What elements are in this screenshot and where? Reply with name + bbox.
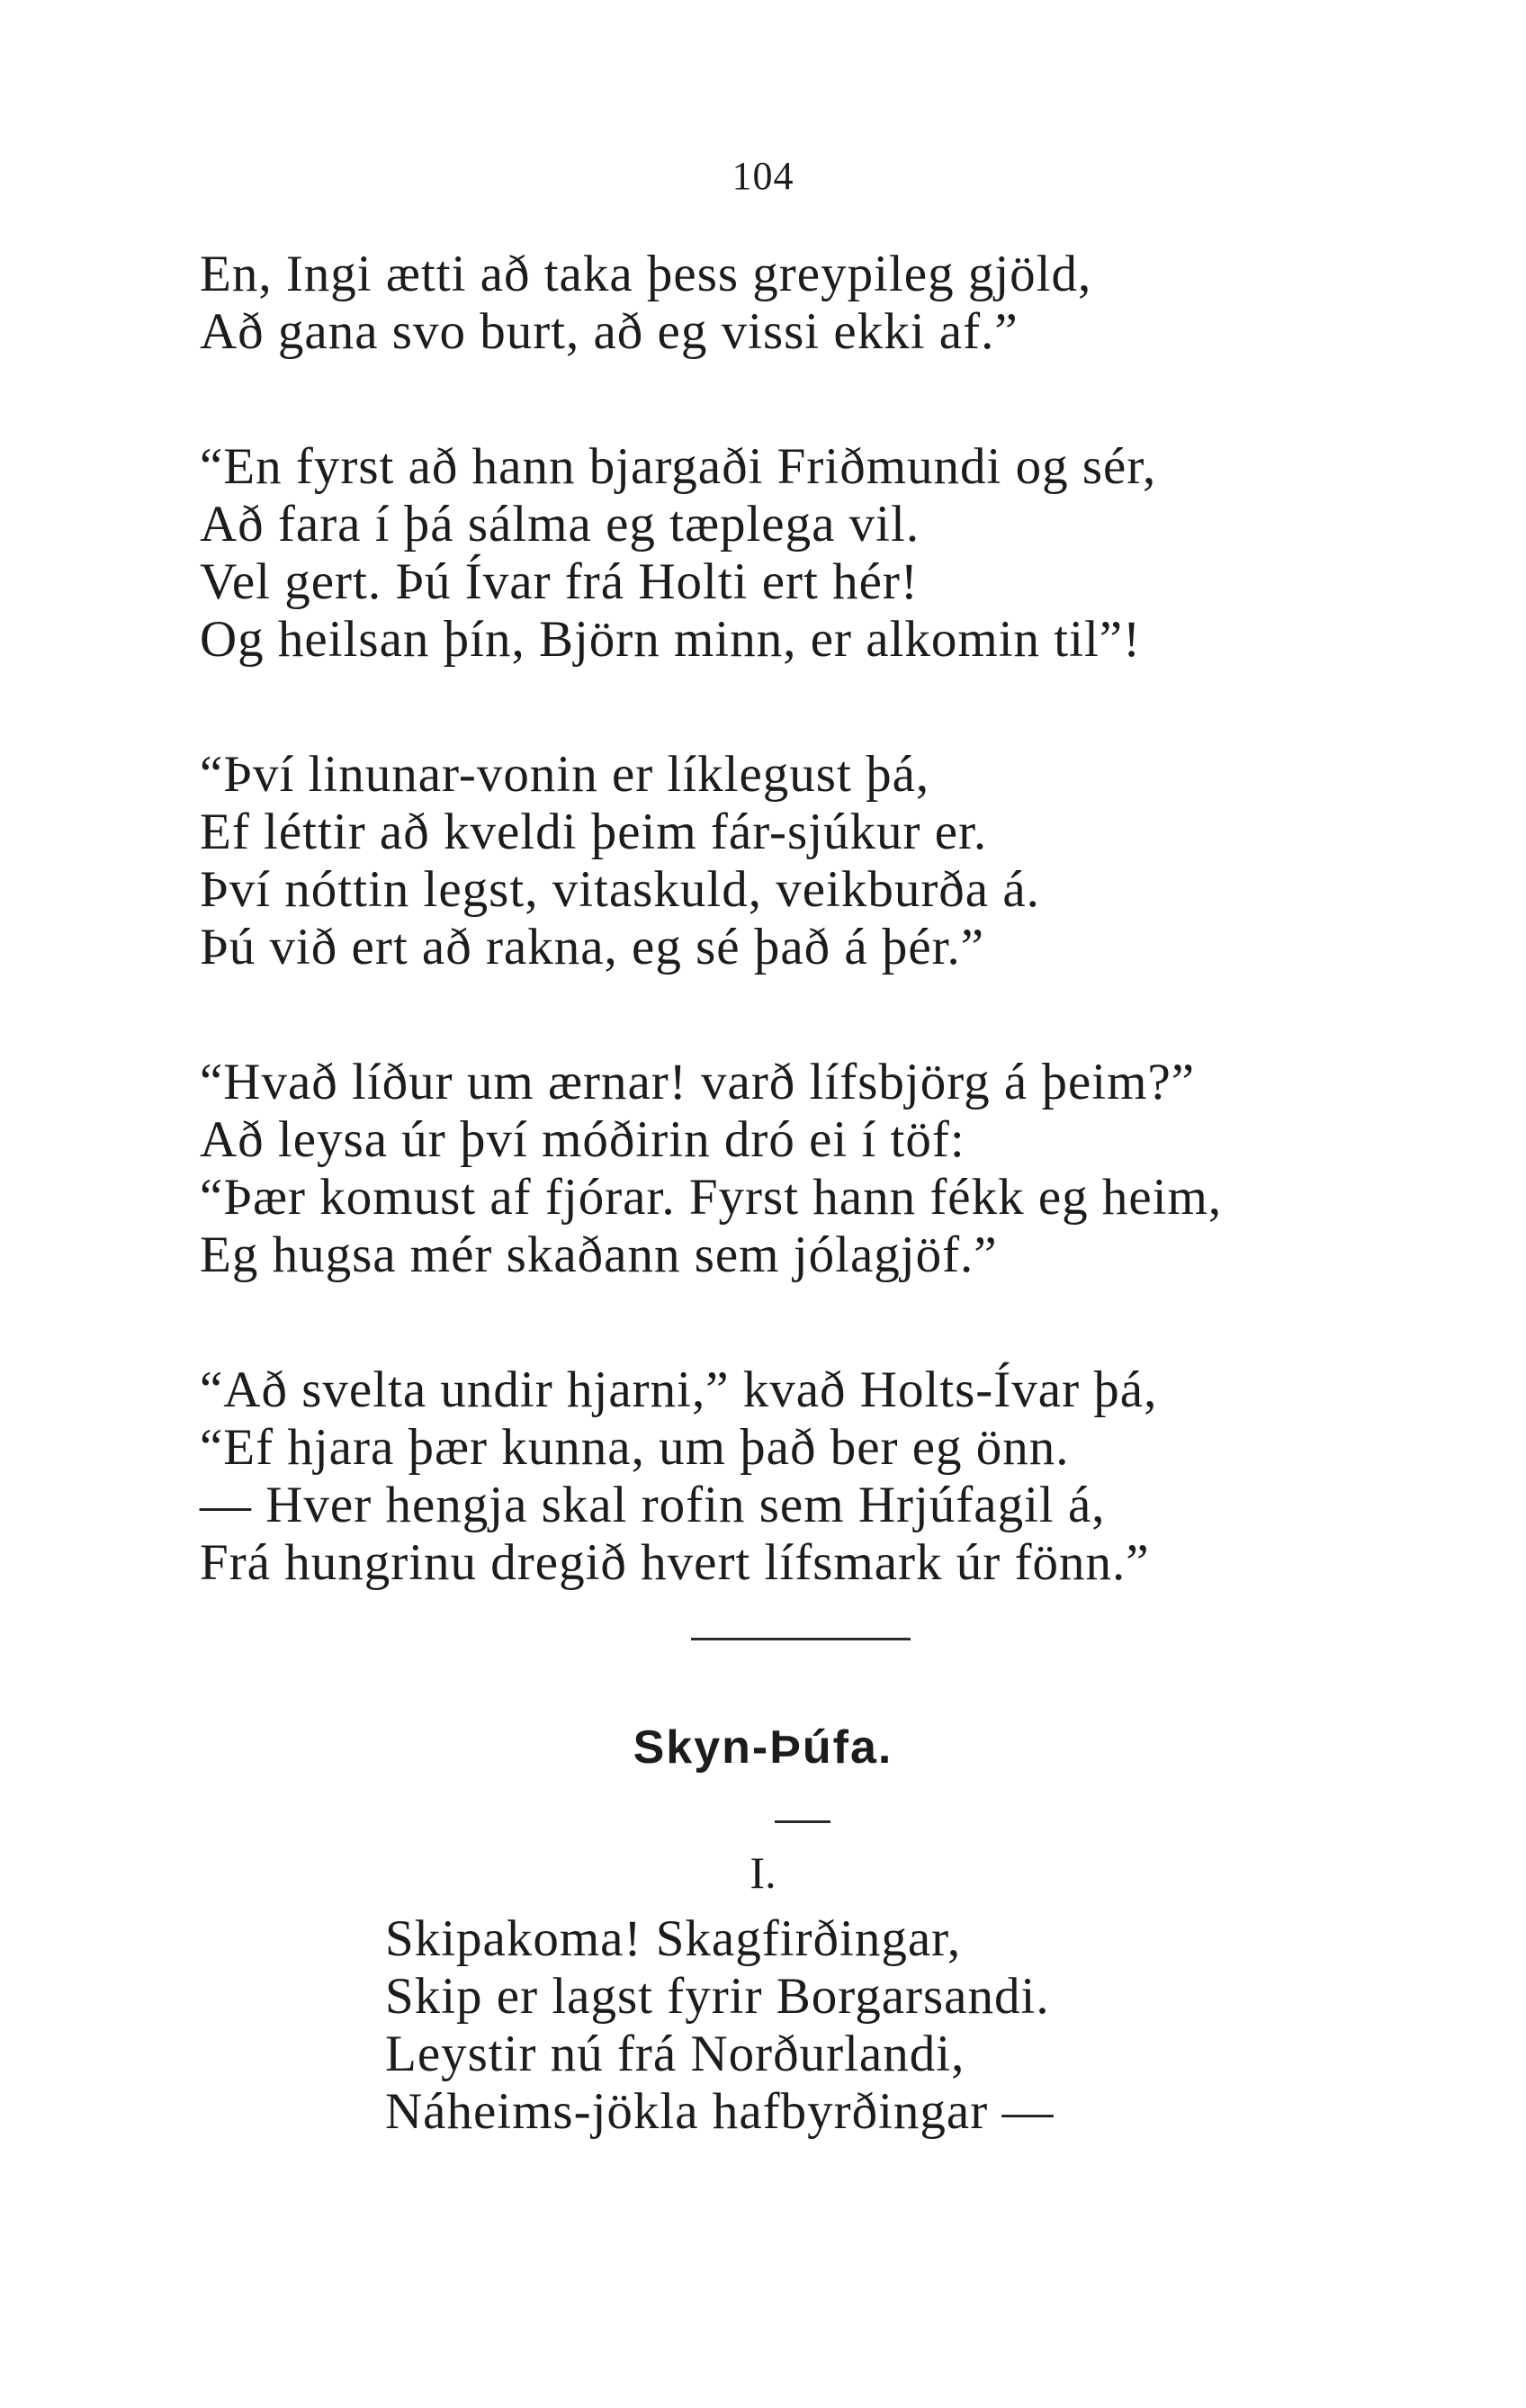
verse-line: Leystir nú frá Norðurlandi, xyxy=(385,2026,965,2082)
verse-line: Frá hungrinu dregið hvert lífsmark úr fönn.” xyxy=(200,1534,1150,1591)
title-divider xyxy=(775,1820,830,1823)
stanza xyxy=(200,438,1441,669)
verse-line: Að gana svo burt, að eg vissi ekki af.” xyxy=(200,303,1019,360)
verse-line: — Hver hengja skal rofin sem Hrjúfagil á, xyxy=(200,1477,1106,1533)
section-title: Skyn-Þúfa. xyxy=(633,1721,893,1774)
verse-line: Náheims-jökla hafbyrðingar — xyxy=(385,2083,1055,2140)
section-poem xyxy=(385,1910,1375,2141)
verse-line: Vel gert. Þú Ívar frá Holti ert hér! xyxy=(200,553,919,610)
stanza xyxy=(200,1054,1441,1284)
verse-line: Að fara í þá sálma eg tæplega vil. xyxy=(200,496,920,553)
stanza xyxy=(200,746,1441,976)
verse-line: Því nóttin legst, vitaskuld, veikburða á. xyxy=(200,861,1040,918)
verse-line: En, Ingi ætti að taka þess greypileg gjöld, xyxy=(200,246,1092,302)
page-number: 104 xyxy=(732,154,794,198)
verse-line: Að leysa úr því móðirin dró ei í töf: xyxy=(200,1111,965,1168)
verse-line: Ef léttir að kveldi þeim fár-sjúkur er. xyxy=(200,804,988,860)
verse-line: Skip er lagst fyrir Borgarsandi. xyxy=(385,1968,1050,2025)
verse-line: “En fyrst að hann bjargaði Friðmundi og sér, xyxy=(200,438,1157,495)
verse-line: “Því linunar-vonin er líklegust þá, xyxy=(200,746,930,803)
stanza xyxy=(200,1361,1441,1592)
verse-line: Skipakoma! Skagfirðingar, xyxy=(385,1910,962,1967)
section-divider xyxy=(691,1638,911,1640)
verse-line: “Hvað líður um ærnar! varð lífsbjörg á þeim?” xyxy=(200,1054,1196,1110)
poem-stanzas xyxy=(200,246,1441,1669)
verse-line: “Að svelta undir hjarni,” kvað Holts-Ívar þá, xyxy=(200,1361,1158,1418)
part-numeral: I. xyxy=(750,1847,776,1898)
verse-line: Eg hugsa mér skaðann sem jólagjöf.” xyxy=(200,1226,998,1283)
verse-line: Þú við ert að rakna, eg sé það á þér.” xyxy=(200,919,985,975)
verse-line: “Ef hjara þær kunna, um það ber eg önn. xyxy=(200,1419,1070,1476)
verse-line: Og heilsan þín, Björn minn, er alkomin til”! xyxy=(200,611,1142,668)
stanza xyxy=(200,246,1441,361)
verse-line: “Þær komust af fjórar. Fyrst hann fékk eg heim, xyxy=(200,1169,1223,1226)
